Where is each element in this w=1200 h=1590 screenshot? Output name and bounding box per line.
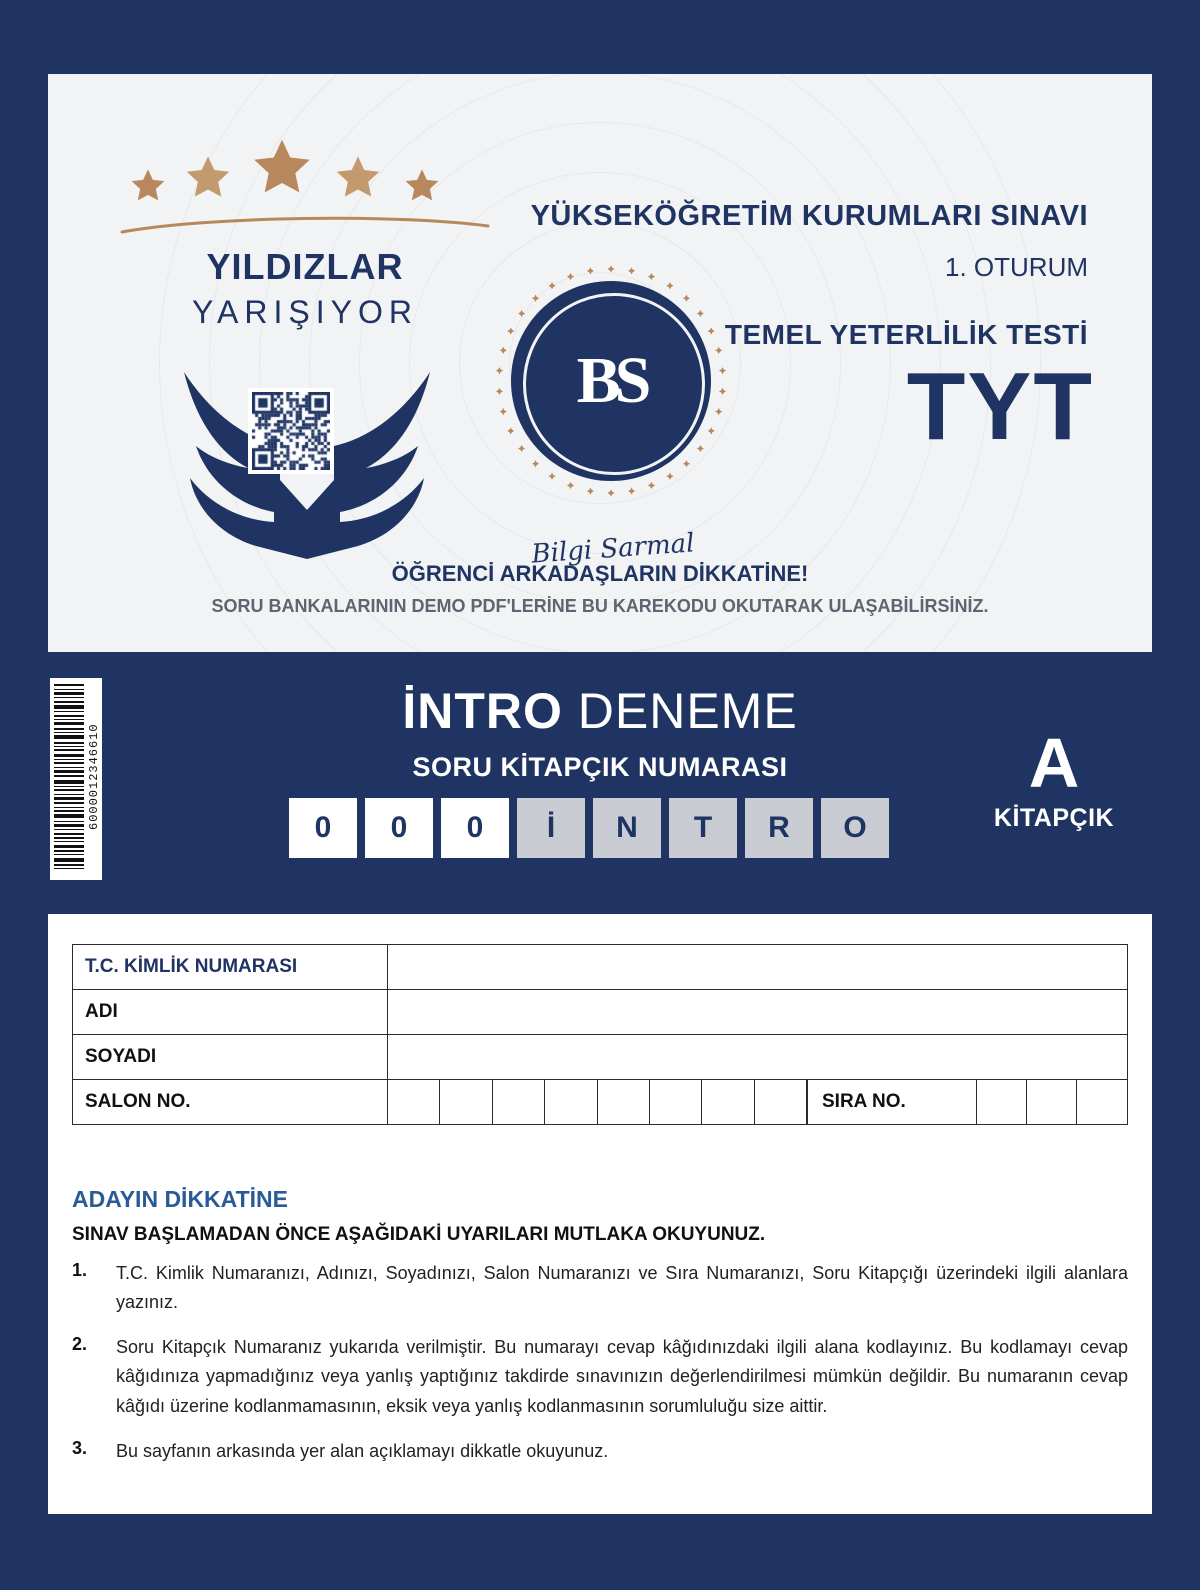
sira-no-label: SIRA NO. [807,1080,977,1124]
soyadi-label: SOYADI [73,1035,388,1080]
booklet-number-cell-5: T [669,798,737,858]
sira-no-cell-0[interactable] [977,1080,1027,1124]
adi-label: ADI [73,990,388,1035]
candidate-info-table [72,944,1128,1125]
table-row [73,990,1128,1035]
attention-subtitle: SORU BANKALARININ DEMO PDF'LERİNE BU KAREKODU OKUTARAK ULAŞABİLİRSİNİZ. [211,596,989,616]
swoosh-decoration [120,212,490,238]
star-icon [332,152,384,204]
booklet-number-cells [289,798,889,858]
bilgi-sarmal-seal [486,256,736,506]
booklet-number-cell-6: R [745,798,813,858]
brand-signature: Bilgi Sarmal [530,528,696,570]
star-icon [182,152,234,204]
table-row [73,945,1128,990]
booklet-number-cell-1: 0 [365,798,433,858]
sira-no-cell-1[interactable] [1027,1080,1077,1124]
salon-no-cell-0[interactable] [388,1080,440,1124]
adi-field[interactable] [388,990,1128,1035]
tc-kimlik-field[interactable] [388,945,1128,990]
booklet-title-light: DENEME [562,683,798,739]
salon-no-cell-7[interactable] [755,1080,807,1124]
notice-item [72,1333,1128,1420]
booklet-number-cell-3: İ [517,798,585,858]
notice-title: ADAYIN DİKKATİNE [72,1186,288,1212]
header-panel [48,74,1152,652]
star-icon [248,134,316,202]
booklet-number-cell-2: 0 [441,798,509,858]
notice-item [72,1259,1128,1317]
exam-title: YÜKSEKÖĞRETİM KURUMLARI SINAVI [530,200,1088,232]
exam-code: TYT [906,353,1094,460]
barcode-number: 6000012346610 [87,723,101,831]
booklet-number-label: SORU KİTAPÇIK NUMARASI [412,752,788,782]
soyadi-field[interactable] [388,1035,1128,1080]
salon-no-cell-2[interactable] [493,1080,545,1124]
booklet-title-bold: İNTRO [402,683,563,739]
booklet-letter: A [1028,724,1080,802]
attention-title: ÖĞRENCİ ARKADAŞLARIN DİKKATİNE! [391,561,809,586]
notice-subtitle: SINAV BAŞLAMADAN ÖNCE AŞAĞIDAKİ UYARILARI MUTLAKA OKUYUNUZ. [72,1224,766,1245]
exam-session: 1. OTURUM [945,252,1088,282]
notice-item-text: T.C. Kimlik Numaranızı, Adınızı, Soyadınızı, Salon Numaranızı ve Sıra Numaranızı, Soru Kitapçığı üzerindeki ilgili alanlara yazınız. [116,1263,1128,1313]
booklet-word: KİTAPÇIK [993,804,1115,832]
notice-item-number: 1. [72,1260,88,1280]
booklet-number-cell-4: N [593,798,661,858]
notice-item-text: Soru Kitapçık Numaranız yukarıda verilmiştir. Bu numarayı cevap kâğıdınızdaki ilgili alana kodlayınız. Bu kodlamayı cevap kâğıdınıza yapmadığınız veya yanlış yaptığınız takdirde sınavınızın değerlendirilmesi mümkün değildir. Bu numaranın cevap kâğıdı üzerine kodlanmamasının, eksik veya yanlış kodlanmasının sorumluluğu size aittir. [116,1337,1128,1416]
sira-no-cell-2[interactable] [1077,1080,1127,1124]
notice-item-number: 2. [72,1334,88,1355]
notice-list [72,1259,1128,1482]
notice-item [72,1437,1128,1466]
qr-code[interactable] [248,388,334,474]
salon-no-cell-3[interactable] [545,1080,597,1124]
salon-no-cell-6[interactable] [702,1080,754,1124]
seal-monogram: BS [576,344,646,417]
notice-item-text: Bu sayfanın arkasında yer alan açıklamayı dikkatle okuyunuz. [116,1440,609,1461]
booklet-number-cell-7: O [821,798,889,858]
salon-no-cell-4[interactable] [598,1080,650,1124]
booklet-band [0,652,1200,914]
tc-kimlik-label: T.C. KİMLİK NUMARASI [73,945,388,990]
brand-line-2: YARIŞIYOR [192,294,418,330]
table-row [73,1080,1128,1125]
star-icon [402,166,442,206]
salon-no-cells[interactable] [388,1080,1128,1125]
salon-no-cell-1[interactable] [440,1080,492,1124]
brand-line-1: YILDIZLAR [206,246,404,287]
star-icon [128,166,168,206]
candidate-info-panel [48,914,1152,1514]
exam-subtitle: TEMEL YETERLİLİK TESTİ [724,319,1088,350]
salon-no-cell-5[interactable] [650,1080,702,1124]
notice-item-number: 3. [72,1437,88,1458]
stars-decoration [120,130,480,220]
booklet-number-cell-0: 0 [289,798,357,858]
salon-no-label: SALON NO. [73,1080,388,1125]
table-row [73,1035,1128,1080]
